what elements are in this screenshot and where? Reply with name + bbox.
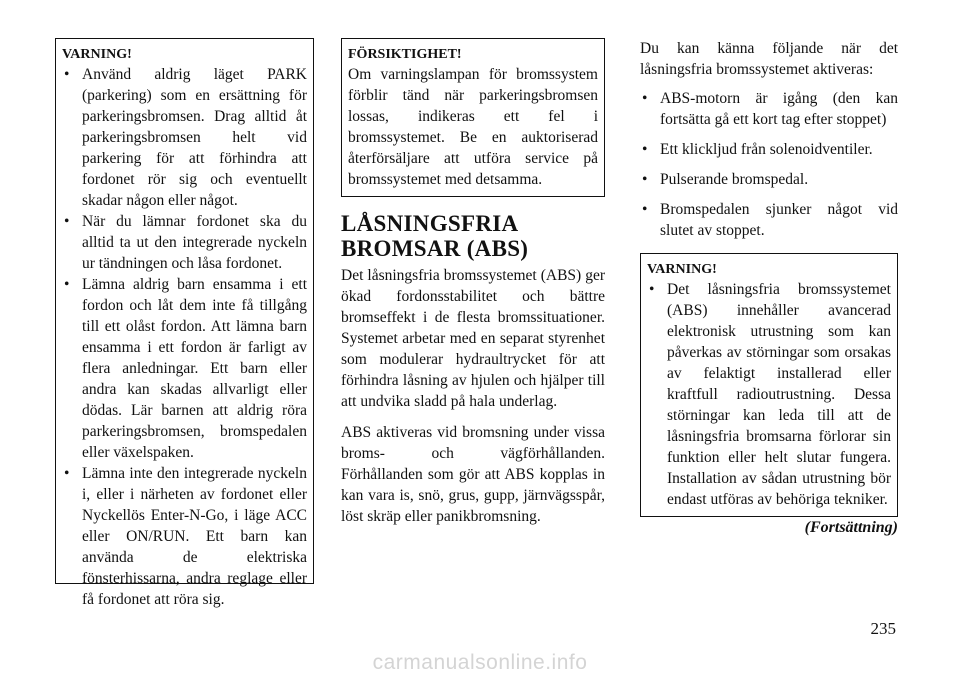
right-column	[640, 38, 898, 537]
list-item: • Ett klickljud från solenoidventiler.	[642, 141, 873, 158]
body-paragraph: ABS aktiveras vid bromsning under vissa broms- och vägförhållanden. Förhållanden som gör att ABS kopplas in kan vara is, snö, grus, gupp, järnvägsspår, löst skräp eller panikbromsning.	[341, 424, 605, 525]
bullet-icon: •	[64, 66, 70, 83]
bullet-icon: •	[649, 281, 655, 298]
bullet-icon: •	[642, 201, 648, 218]
intro-paragraph: Du kan känna följande när det låsningsfria bromssystemet aktiveras:	[640, 40, 898, 78]
bullet-icon: •	[64, 276, 70, 293]
bullet-icon: •	[64, 213, 70, 230]
list-item: • När du lämnar fordonet ska du alltid ta ut den integrerade nyckeln ur tändningen och låsa fordonet.	[64, 213, 307, 272]
list-item: • Pulserande bromspedal.	[642, 171, 809, 188]
list-item: • ABS-motorn är igång (den kan fortsätta gå ett kort tag efter stoppet)	[642, 90, 898, 128]
list-item: • Lämna inte den integrerade nyckeln i, eller i närheten av fordonet eller Nyckellös Enter-N-Go, i läge ACC eller ON/RUN. Ett barn kan använda de elektriska fönsterhissarna, andra reglage eller få fordonet att röra sig.	[64, 465, 307, 608]
bullet-icon: •	[642, 90, 648, 107]
body-paragraph: Det låsningsfria bromssystemet (ABS) ger ökad fordonsstabilitet och bättre bromseffekt i de flesta bromssituationer. Systemet arbetar med en separat styrenhet som modulerar hydraultrycket för att förhindra låsning av hjulen och hjälper till att undvika sladd på hala underlag.	[341, 267, 605, 410]
section-heading: LÅSNINGSFRIA BROMSAR (ABS)	[341, 211, 529, 261]
bullet-icon: •	[64, 465, 70, 482]
watermark: carmanualsonline.info	[372, 651, 588, 674]
middle-column	[341, 38, 605, 537]
page-number: 235	[870, 619, 896, 638]
caution-text: Om varningslampan för bromssystem förblir tänd när parkeringsbromsen lossas, indikeras ett fel i bromssystemet. Be en auktoriserad återförsäljare att utföra service på bromssystemet med detsamma.	[348, 66, 598, 188]
caution-label: FÖRSIKTIGHET!	[348, 47, 462, 62]
warning-list	[647, 279, 891, 510]
list-item: • Använd aldrig läget PARK (parkering) som en ersättning för parkeringsbromsen. Drag alltid åt parkeringsbromsen helt vid parkering för att förhindra att fordonet rör sig och eventuellt skadar någon eller något.	[64, 66, 307, 209]
warning-box	[640, 253, 898, 517]
warning-label: VARNING!	[62, 47, 132, 62]
left-column	[55, 38, 314, 608]
caution-box	[341, 38, 605, 197]
warning-box	[55, 38, 314, 608]
symptom-list	[640, 88, 898, 241]
continuation-note: (Fortsättning)	[804, 519, 898, 536]
list-item: • Lämna aldrig barn ensamma i ett fordon och låt dem inte få tillgång till ett olåst fordon. Att lämna barn ensamma i ett fordon är farligt av flera anledningar. Ett barn eller andra kan skadas allvarligt eller dödas. Lär barnen att aldrig röra parkeringsbromsen, bromspedalen eller växelspaken.	[64, 276, 307, 461]
warning-label: VARNING!	[647, 262, 717, 277]
warning-list	[62, 64, 307, 610]
bullet-icon: •	[642, 141, 648, 158]
list-item: • Det låsningsfria bromssystemet (ABS) innehåller avancerad elektronisk utrustning som kan påverkas av störningar som orsakas av felaktigt installerad eller kraftfull radioutrustning. Dessa störningar kan leda till att de låsningsfria bromsarna förlorar sin funktion eller helt slutar fungera. Installation av sådan utrustning bör endast utföras av behöriga tekniker.	[649, 281, 891, 508]
list-item: • Bromspedalen sjunker något vid slutet av stoppet.	[642, 201, 898, 239]
bullet-icon: •	[642, 171, 648, 188]
